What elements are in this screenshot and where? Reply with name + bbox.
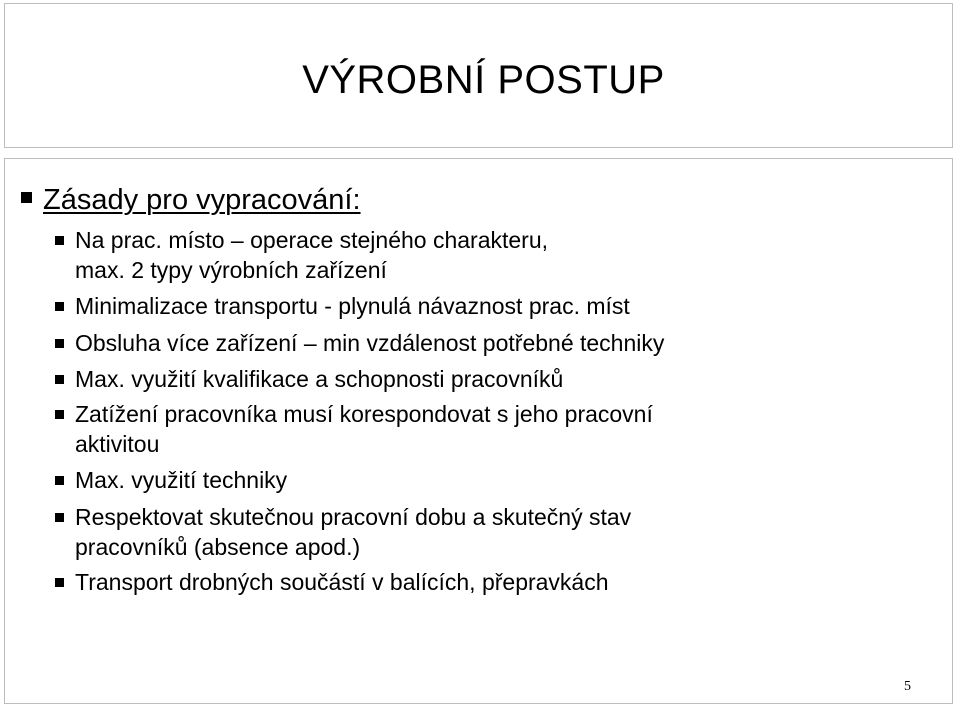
title-frame	[4, 3, 953, 148]
square-bullet-icon	[55, 578, 64, 587]
bullet-item-3	[55, 328, 664, 358]
bullet-text: Max. využití techniky	[75, 467, 288, 493]
section-heading-text: Zásady pro vypracování:	[43, 184, 361, 216]
square-bullet-icon	[55, 476, 64, 485]
bullet-item-1	[55, 225, 548, 285]
bullet-item-4	[55, 364, 563, 394]
bullet-item-5	[55, 399, 653, 459]
bullet-text: Na prac. místo – operace stejného charakteru, max. 2 typy výrobních zařízení	[75, 227, 549, 283]
bullet-text: Minimalizace transportu - plynulá návaznost prac. míst	[75, 293, 630, 319]
square-bullet-icon	[21, 192, 32, 203]
square-bullet-icon	[55, 302, 64, 311]
square-bullet-icon	[55, 410, 64, 419]
slide-title: VÝROBNÍ POSTUP	[302, 58, 665, 102]
bullet-item-7	[55, 502, 631, 562]
bullet-text: Transport drobných součástí v balících, přepravkách	[75, 569, 609, 595]
square-bullet-icon	[55, 375, 64, 384]
bullet-text: Obsluha více zařízení – min vzdálenost potřebné techniky	[75, 330, 665, 356]
bullet-item-6	[55, 465, 287, 495]
page-number: 5	[904, 679, 911, 694]
bullet-text: Zatížení pracovníka musí korespondovat s jeho pracovní aktivitou	[75, 401, 653, 457]
square-bullet-icon	[55, 339, 64, 348]
square-bullet-icon	[55, 513, 64, 522]
bullet-text: Max. využití kvalifikace a schopnosti pracovníků	[75, 366, 564, 392]
square-bullet-icon	[55, 236, 64, 245]
bullet-text: Respektovat skutečnou pracovní dobu a skutečný stav pracovníků (absence apod.)	[75, 504, 632, 560]
bullet-item-8	[55, 567, 609, 597]
section-heading	[21, 181, 361, 219]
bullet-item-2	[55, 291, 630, 321]
